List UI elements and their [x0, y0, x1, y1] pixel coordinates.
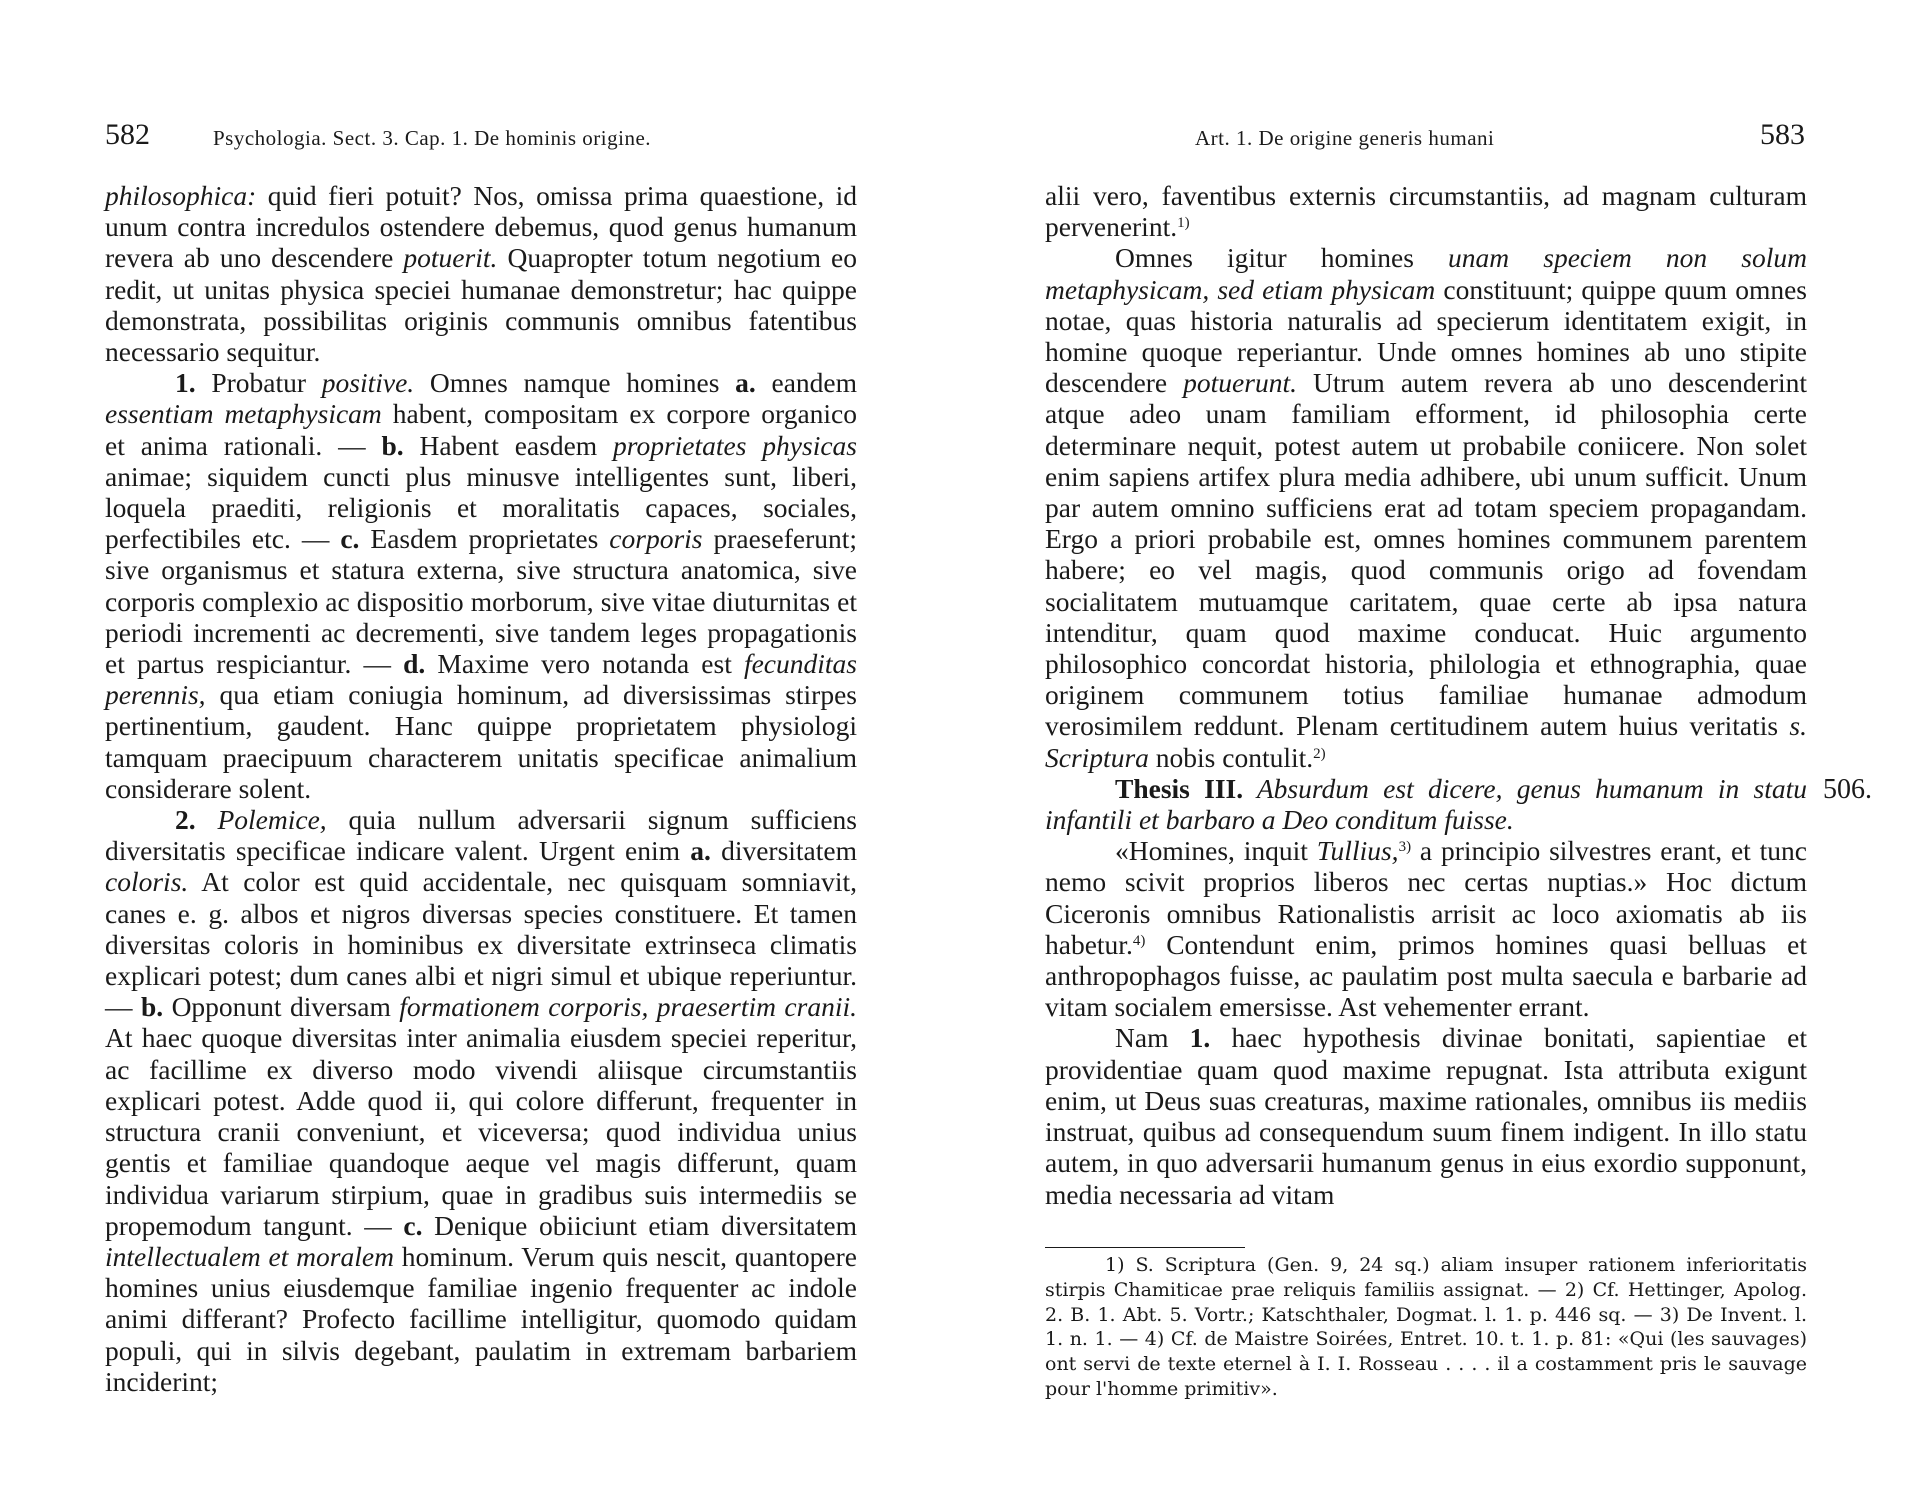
page-number: 583 — [1760, 118, 1805, 151]
paragraph: Omnes igitur homines unam speciem non solum metaphysicam, sed etiam physicam constituunt; quippe quum omnes notae, quas historia naturalis ad specierum identitatem exigit, in homine quoque reperiantur. Unde omnes homines ab uno stipite descendere potuerunt. Utrum autem revera ab uno descenderint atque adeo unam familiam efforment, id philosophia certe determinare nequit, potest autem ut probabile coniicere. Non solet enim sapiens artifex plura media adhibere, ubi unum sufficit. Unum par autem omnino sufficiens erat ad totam speciem propagandam. Ergo a priori probabile est, omnes homines communem parentem habere; eo vel magis, quod communis origo ad fovendam socialitatem mutuamque caritatem, quae certe ab ipsa natura intenditur, quam quod maxime conducat. Huic argumento philosophico concordat historia, philologia et ethnographia, quae originem communem totius familiae humanae admodum verosimilem reddunt. Plenam certitudinem autem huius veritatis s. Scriptura nobis contulit.$^{2)}$ — [1045, 242, 1808, 773]
footnote: 1) S. Scriptura (Gen. 9, 24 sq.) aliam insuper rationem inferioritatis stirpis Chamiticae prae reliquis familiis assignat. — 2) Cf. Hettinger, Apolog. 2. B. 1. Abt. 5. Vortr.; Katschthaler, Dogmat. l. 1. p. 446 sq. — 3) De Invent. l. 1. n. 1. — 4) Cf. de Maistre Soirées, Entret. 10. t. 1. p. 81: «Qui (les sauvages) ont servi de texte eternel à I. I. Rosseau . . . . il a costamment pris le sauvage pour l'homme primitiv». — [1045, 1254, 1807, 1400]
page-number: 582 — [105, 118, 150, 151]
thesis-heading: Thesis III. Absurdum est dicere, genus humanum in statu infantili et barbaro a Deo conditum fuisse. — [1045, 772, 1807, 836]
paragraph: 1. Probatur positive. Omnes namque homines a. eandem essentiam metaphysicam habent, compositam ex corpore organico et anima rationali. — b. Habent easdem proprietates physicas animae; siquidem cuncti plus minusve intelligentes sunt, liberi, loquela praediti, religionis et moralitatis capaces, sociales, perfectibiles etc. — c. Easdem proprietates corporis praeseferunt; sive organismus et statura externa, sive structura anatomica, sive corporis complexio ac dispositio morborum, sive vitae diuturnitas et periodi incrementi ac decrementi, sive tandem leges propagationis et partus respiciantur. — d. Maxime vero notanda est fecunditas perennis, qua etiam coniugia hominum, ad diversissimas stirpes pertinentium, gaudent. Hanc quippe proprietatem physiologi tamquam praecipuum characterem unitatis specificae animalium considerare solent. — [105, 367, 858, 804]
footnotes — [1045, 1253, 1807, 1402]
margin-number: 506. — [1823, 774, 1872, 805]
right-page — [955, 0, 1910, 1500]
running-head: Art. 1. De origine generis humani — [1195, 126, 1495, 150]
paragraph: Nam 1. haec hypothesis divinae bonitati, sapientiae et providentiae quam quod maxime repugnat. Ista attributa exigunt enim, ut Deus suas creaturas, maxime rationales, omnibus iis mediis instruat, quibus ad consequendum suum finem indigent. In illo statu autem, in quo adversarii humanum genus in eius exordio supponunt, media necessaria ad vitam — [1045, 1022, 1807, 1210]
paragraph: «Homines, inquit Tullius,$^{3)}$ a principio silvestres erant, et tunc nemo scivit proprios liberos nec certas nuptias.» Hoc dictum Ciceronis omnibus Rationalistis arrisit ac loco axiomatis ab iis habetur.$^{4)}$ Contendunt enim, primos homines quasi belluas et anthropophagos fuisse, ac paulatim post multa saecula e barbarie ad vitam socialem emersisse. Ast vehementer errant. — [1045, 835, 1807, 1023]
left-header — [105, 118, 805, 158]
footnote-separator — [1045, 1247, 1245, 1248]
left-body-text — [105, 180, 857, 1397]
right-header — [1045, 118, 1805, 158]
paragraph: alii vero, faventibus externis circumstantiis, ad magnam culturam pervenerint.$^{1)}$ — [1045, 180, 1807, 243]
paragraph: 2. Polemice, quia nullum adversarii signum sufficiens diversitatis specificae indicare valent. Urgent enim a. diversitatem coloris. At color est quid accidentale, nec quisquam somniavit, canes e. g. albos et nigros diversas species constituere. Et tamen diversitas coloris in hominibus ex diversitate extrinseca climatis explicari potest; dum canes albi et nigri simul et ubique reperiuntur. — b. Opponunt diversam formationem corporis, praesertim cranii. At haec quoque diversitas inter animalia eiusdem speciei reperitur, ac facillime ex diverso modo vivendi aliisque circumstantiis explicari potest. Adde quod ii, qui colore differunt, frequenter in structura cranii conveniunt, et viceversa; quod individua unius gentis et familiae quandoque aeque vel magis differunt, quam individua variarum stirpium, quae in gradibus suis intermediis se propemodum tangunt. — c. Denique obiiciunt etiam diversitatem intellectualem et moralem hominum. Verum quis nescit, quantopere homines unius eiusdemque familiae ingenio frequenter ac indole animi differant? Profecto facillime intelligitur, quomodo quidam populi, qui in silvis degebant, paulatim in extremam barbariem inciderint; — [105, 804, 857, 1397]
running-head: Psychologia. Sect. 3. Cap. 1. De hominis origine. — [213, 126, 652, 150]
right-body-text — [1045, 180, 1807, 1210]
paragraph: philosophica: quid fieri potuit? Nos, omissa prima quaestione, id unum contra incredulos ostendere debemus, quod genus humanum revera ab uno descendere potuerit. Quapropter totum negotium eo redit, ut unitas physica speciei humanae demonstretur; hac quippe demonstrata, possibilitas originis communis omnibus fatentibus necessario sequitur. — [105, 180, 858, 368]
